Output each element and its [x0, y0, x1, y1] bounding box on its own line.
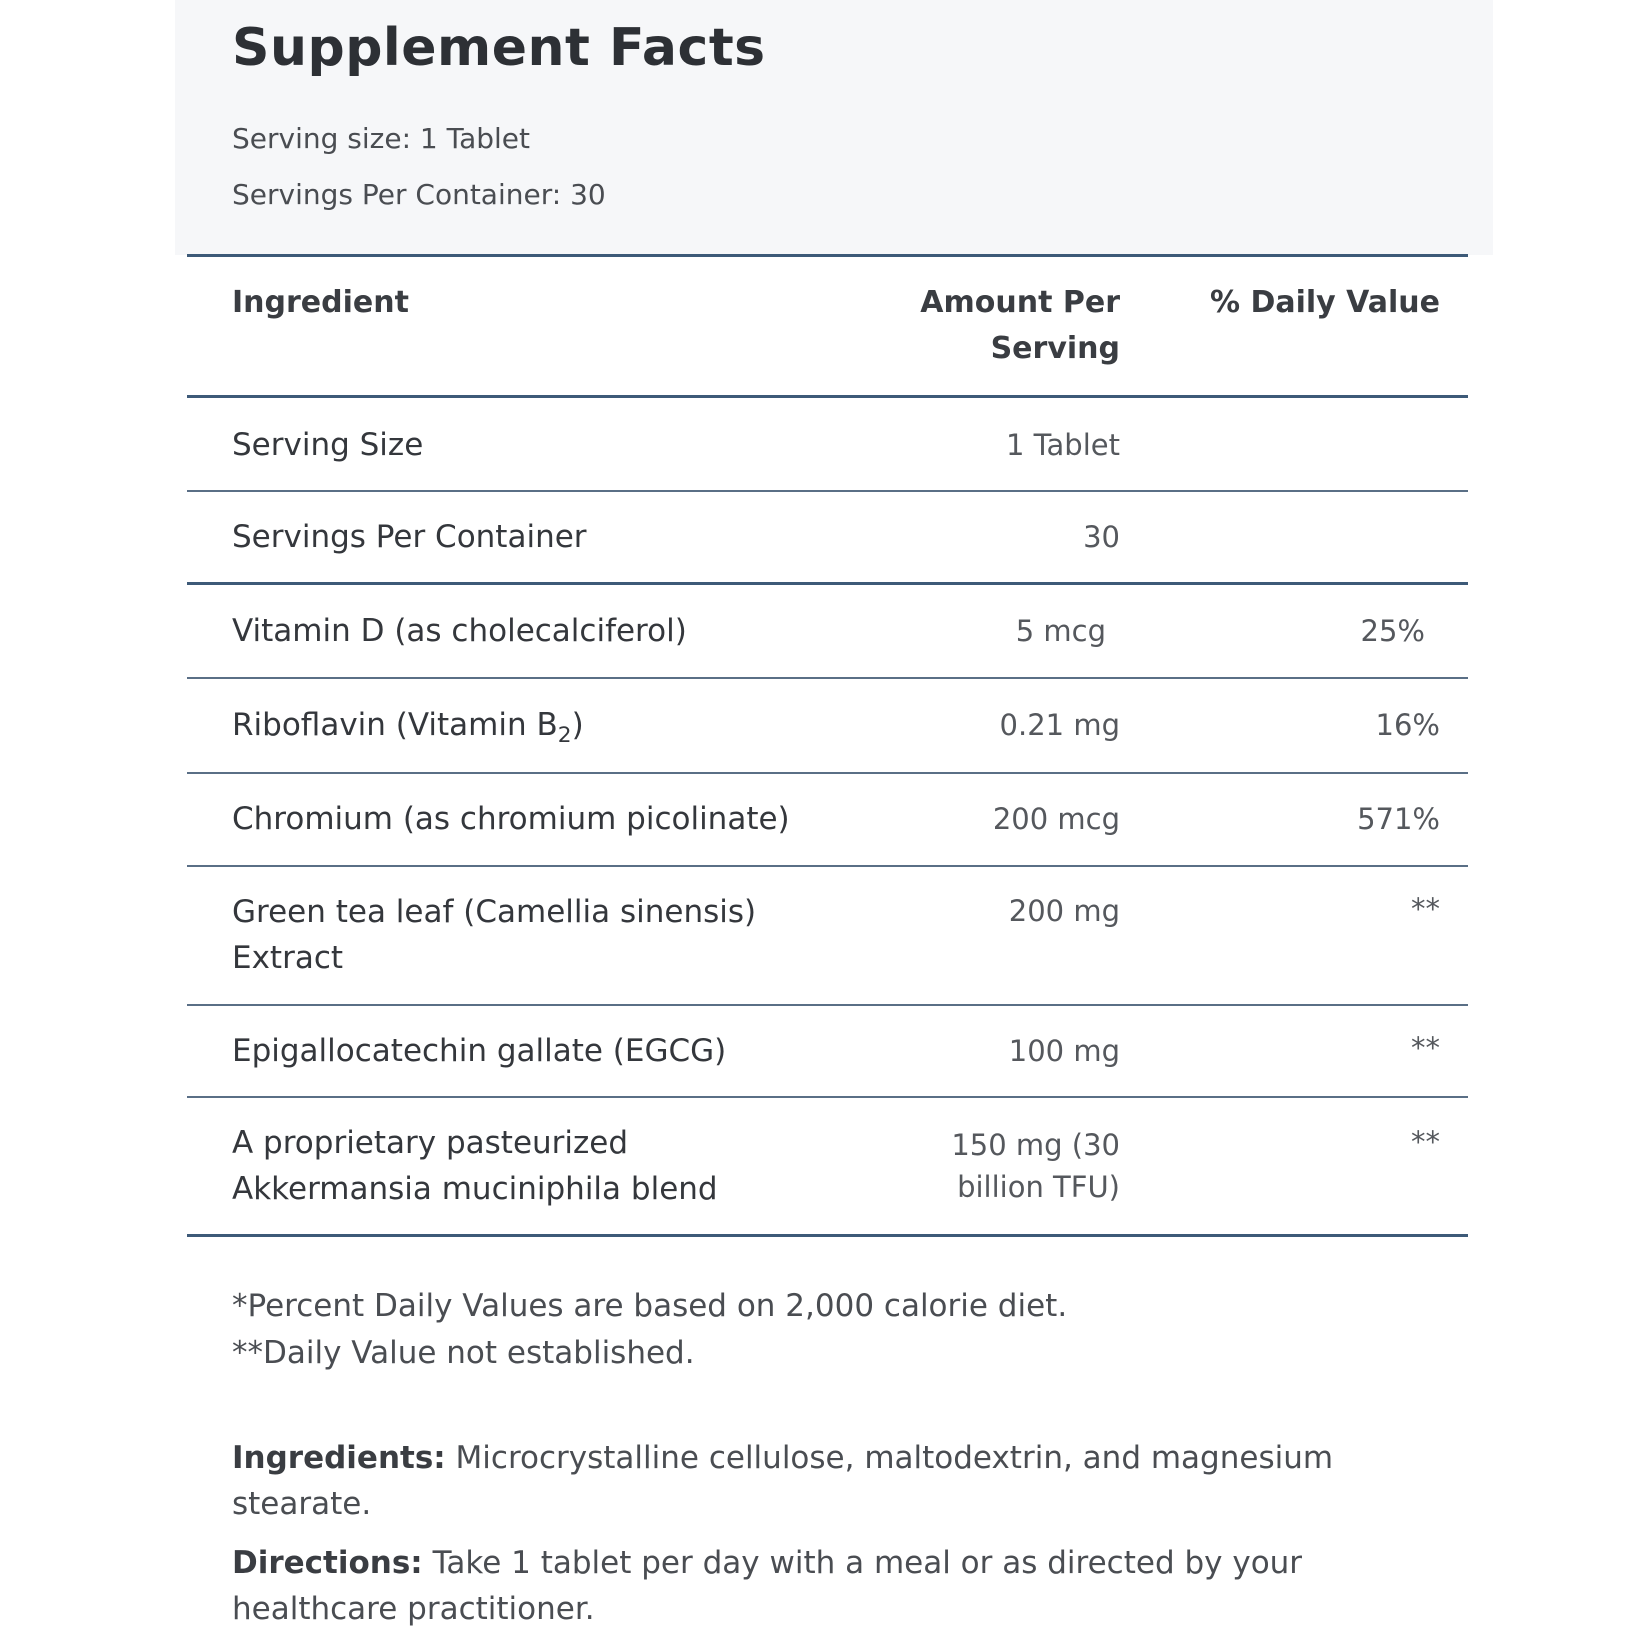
row-daily-value: 571%	[1357, 802, 1440, 836]
row-divider	[187, 865, 1468, 867]
table-bottom-rule	[187, 1234, 1468, 1237]
row-daily-value: 16%	[1375, 708, 1440, 742]
row-ingredient-name: Green tea leaf (Camellia sinensis) Extract	[232, 894, 757, 976]
directions-label: Directions:	[232, 1545, 423, 1581]
directions-paragraph	[232, 1540, 1432, 1632]
row-divider	[187, 772, 1468, 774]
row-ingredient-name: Chromium (as chromium picolinate)	[232, 801, 790, 837]
row-divider-thick	[187, 582, 1468, 585]
ingredients-paragraph	[232, 1435, 1462, 1527]
row-amount: 200 mg	[1008, 894, 1120, 928]
row-divider	[187, 1004, 1468, 1006]
row-amount: 100 mg	[1008, 1034, 1120, 1068]
footnote-daily-value-not-established: **Daily Value not established.	[232, 1335, 695, 1371]
row-amount: 30	[1083, 520, 1120, 554]
row-amount: 0.21 mg	[999, 708, 1120, 742]
row-amount: 200 mcg	[992, 802, 1120, 836]
ingredients-text: Microcrystalline cellulose, maltodextrin, and magnesium stearate.	[232, 1440, 1334, 1522]
row-divider	[187, 490, 1468, 492]
row-daily-value: **	[1411, 892, 1440, 926]
ingredients-label: Ingredients:	[232, 1440, 446, 1476]
row-ingredient-name: A proprietary pasteurized Akkermansia muciniphila blend	[232, 1125, 718, 1207]
row-ingredient-name: Vitamin D (as cholecalciferol)	[232, 613, 687, 649]
header-bottom-rule	[187, 395, 1468, 398]
row-ingredient-name: Riboflavin (Vitamin $B_2$)	[232, 707, 584, 749]
column-header-ingredient: Ingredient	[232, 285, 409, 320]
directions-text: Take 1 tablet per day with a meal or as directed by your healthcare practitioner.	[232, 1545, 1303, 1627]
serving-size-line: Serving size: 1 Tablet	[232, 122, 531, 155]
row-divider	[187, 677, 1468, 679]
row-daily-value: 25%	[1360, 614, 1425, 648]
row-daily-value: **	[1411, 1031, 1440, 1065]
footnote-percent-daily-values: *Percent Daily Values are based on 2,000 calorie diet.	[232, 1288, 1068, 1324]
table-top-rule	[187, 254, 1468, 257]
page-title: Supplement Facts	[232, 18, 766, 78]
row-divider	[187, 1096, 1468, 1098]
column-header-daily-value: % Daily Value	[1209, 285, 1440, 320]
row-amount: 5 mcg	[1015, 614, 1106, 648]
row-ingredient-name: Servings Per Container	[232, 519, 587, 555]
subscript: 2	[557, 723, 572, 749]
row-daily-value: **	[1411, 1125, 1440, 1159]
row-ingredient-name: Epigallocatechin gallate (EGCG)	[232, 1033, 727, 1069]
servings-per-container-line: Servings Per Container: 30	[232, 178, 606, 211]
row-amount: 150 mg (30 billion TFU)	[951, 1128, 1120, 1204]
row-ingredient-name: Serving Size	[232, 427, 424, 463]
row-amount: 1 Tablet	[1005, 428, 1120, 462]
column-header-amount: Amount Per Serving	[920, 285, 1120, 366]
